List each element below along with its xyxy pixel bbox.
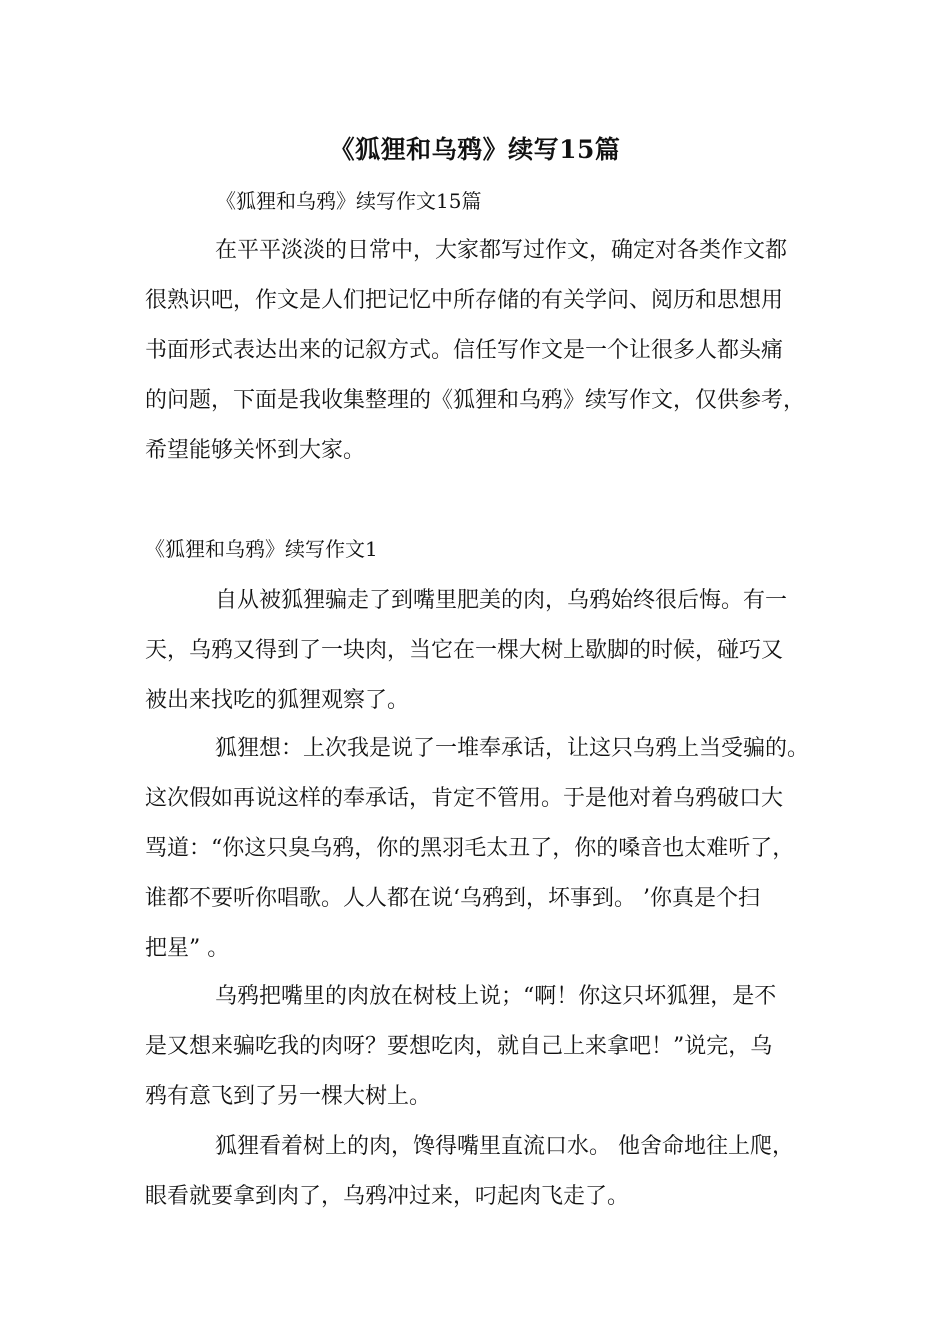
- text-line: 眼看就要拿到肉了，乌鸦冲过来，叼起肉飞走了。: [145, 1184, 630, 1209]
- body-paragraph: [145, 576, 835, 726]
- text-line: 在平平淡淡的日常中，大家都写过作文，确定对各类作文都: [215, 238, 788, 263]
- text-line: 很熟识吧，作文是人们把记忆中所存储的有关学问、阅历和思想用: [145, 288, 784, 313]
- text-line: 鸦有意飞到了另一棵大树上。: [145, 1084, 432, 1109]
- text-line: 的问题，下面是我收集整理的《狐狸和乌鸦》续写作文，仅供参考，: [145, 388, 806, 413]
- text-line: 天，乌鸦又得到了一块肉，当它在一棵大树上歇脚的时候，碰巧又: [145, 638, 784, 663]
- document-subtitle: 《狐狸和乌鸦》续写作文15篇: [216, 189, 482, 213]
- text-line: 被出来找吃的狐狸观察了。: [145, 688, 410, 713]
- body-paragraph: [145, 972, 835, 1122]
- text-line: 骂道：“你这只臭乌鸦，你的黑羽毛太丑了，你的嗓音也太难听了，: [145, 836, 795, 861]
- body-paragraph: [145, 724, 835, 974]
- text-line: 乌鸦把嘴里的肉放在树枝上说；“啊！你这只坏狐狸，是不: [215, 984, 777, 1009]
- intro-paragraph: [145, 226, 835, 476]
- text-line: 书面形式表达出来的记叙方式。信任写作文是一个让很多人都头痛: [145, 338, 784, 363]
- text-line: 狐狸想：上次我是说了一堆奉承话，让这只乌鸦上当受骗的。: [215, 736, 810, 761]
- text-line: 是又想来骗吃我的肉呀？要想吃肉，就自己上来拿吧！”说完，乌: [145, 1034, 773, 1059]
- text-line: 谁都不要听你唱歌。人人都在说‘乌鸦到，坏事到。 ’你真是个扫: [145, 886, 760, 911]
- text-line: 这次假如再说这样的奉承话，肯定不管用。于是他对着乌鸦破口大: [145, 786, 784, 811]
- section-heading: 《狐狸和乌鸦》续写作文1: [145, 537, 378, 561]
- text-line: 自从被狐狸骗走了到嘴里肥美的肉，乌鸦始终很后悔。有一: [215, 588, 788, 613]
- document-title: 《狐狸和乌鸦》续写15篇: [329, 135, 621, 164]
- body-paragraph: [145, 1122, 835, 1222]
- text-line: 希望能够关怀到大家。: [145, 438, 366, 463]
- text-line: 狐狸看着树上的肉，馋得嘴里直流口水。 他舍命地往上爬，: [215, 1134, 794, 1159]
- text-line: 把星” 。: [145, 936, 230, 961]
